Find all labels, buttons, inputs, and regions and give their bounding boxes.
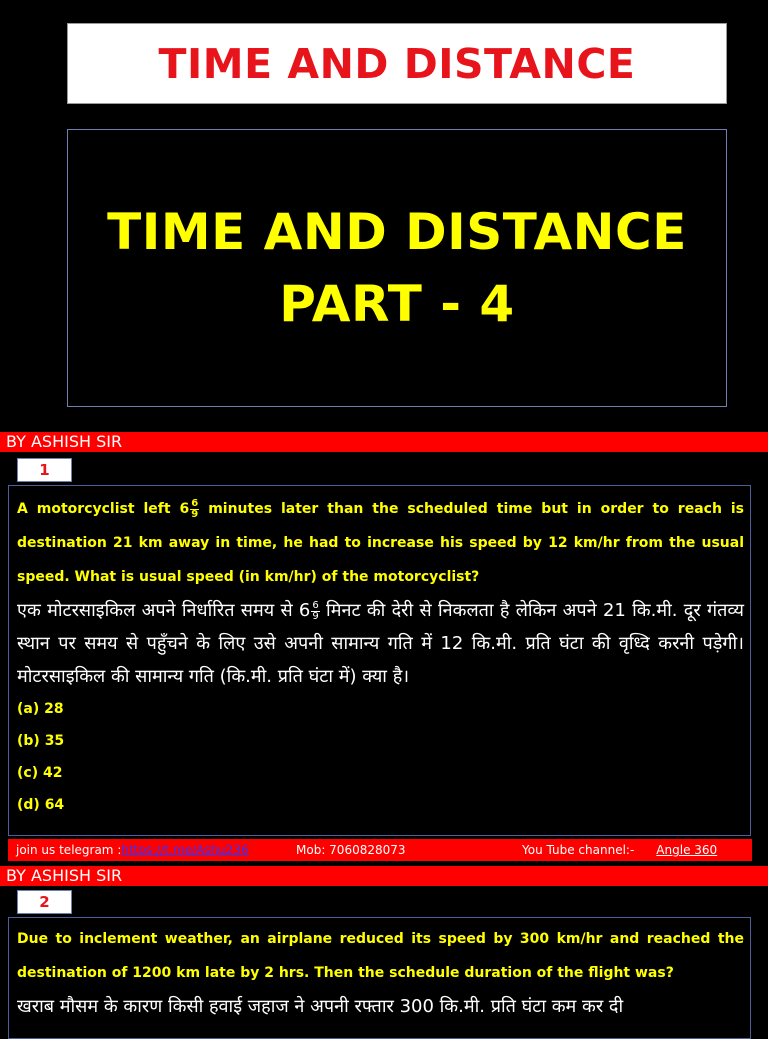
option-d: (d) 64 (17, 797, 65, 813)
top-title-banner (67, 23, 727, 104)
question-text-hi (9, 594, 750, 693)
question-en-part2: minutes later than the scheduled time but in order to reach is destination 21 km away in time, he had to increase his speed by 12 km/hr from the usual speed. What is usual speed (in km/hr) of the motorcyclist? (17, 501, 744, 585)
youtube-info (522, 839, 717, 861)
telegram-label: join us telegram : (16, 843, 122, 857)
mobile-number: Mob: 7060828073 (296, 843, 406, 857)
fraction-hi-numerator: 6 (312, 599, 319, 611)
youtube-label: You Tube channel:- (522, 843, 635, 857)
question-text-en (9, 492, 750, 594)
question-en-part1: A motorcyclist left 6 (17, 501, 190, 517)
question-hi-part2: मिनट की देरी से निकलता है लेकिन अपने 21 कि.मी. दूर गंतव्य स्थान पर समय से पहुँचने के लिए उसे अपनी सामान्य गति में 12 कि.मी. प्रति घंटा की वृध्दि करनी पड़ेगी। मोटरसाइकिल की सामान्य गति (कि.मी. प्रति घंटा में) क्या है। (17, 600, 744, 687)
telegram-info (16, 839, 249, 861)
fraction-hi-denominator: 9 (312, 610, 319, 622)
youtube-link[interactable]: Angle 360 (656, 843, 718, 857)
title-slide (67, 129, 727, 407)
question2-text-hi: खराब मौसम के कारण किसी हवाई जहाज ने अपनी रफ्तार 300 कि.मी. प्रति घंटा कम कर दी (17, 996, 624, 1017)
banner-title: TIME AND DISTANCE (158, 39, 636, 88)
option-c: (c) 42 (17, 765, 63, 781)
author-label: BY ASHISH SIR (6, 432, 123, 451)
question-box-1 (8, 485, 751, 836)
question-box-2 (8, 917, 751, 1039)
option-a: (a) 28 (17, 701, 64, 717)
fraction-numerator: 6 (191, 497, 199, 509)
question-number-badge-2: 2 (17, 890, 72, 914)
author-bar-2 (0, 866, 768, 886)
author-bar (0, 432, 768, 452)
option-b: (b) 35 (17, 733, 65, 749)
question-number-badge: 1 (17, 458, 72, 482)
fraction (190, 499, 199, 520)
author-label-2: BY ASHISH SIR (6, 866, 123, 885)
fraction-denominator: 9 (191, 508, 199, 520)
question-hi-part1: एक मोटरसाइकिल अपने निर्धारित समय से 6 (17, 600, 311, 621)
question2-text-en: Due to inclement weather, an airplane reduced its speed by 300 km/hr and reached the destination of 1200 km late by 2 hrs. Then the schedule duration of the flight was? (17, 931, 744, 981)
slide-title-line2: PART - 4 (279, 275, 515, 333)
fraction-hi (311, 601, 319, 622)
slide-title-line1: TIME AND DISTANCE (107, 203, 687, 261)
telegram-link[interactable]: https://t.me/Ashu236 (121, 843, 249, 857)
footer-bar (8, 839, 752, 861)
